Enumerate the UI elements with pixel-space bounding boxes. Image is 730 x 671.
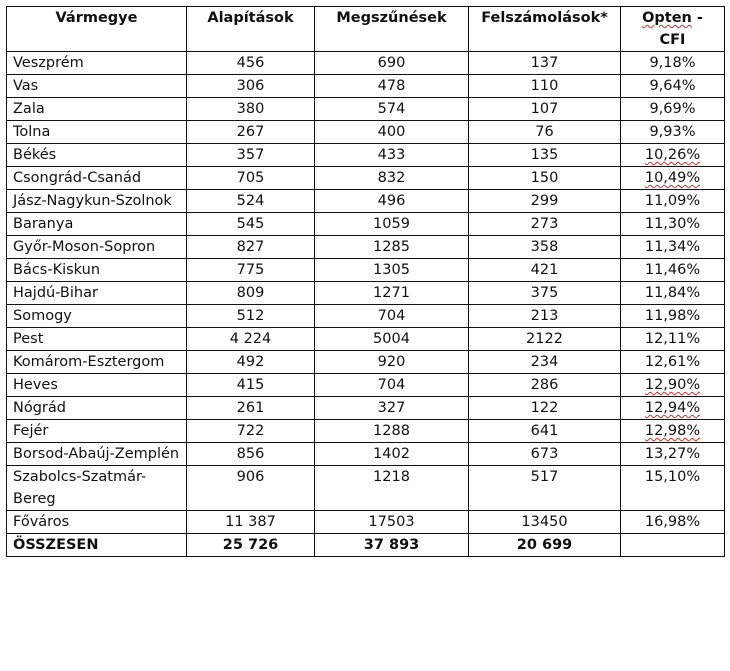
table-row	[7, 144, 725, 167]
total-foundings: 25 726	[187, 534, 315, 557]
liquidations-cell: 641	[469, 420, 621, 443]
liquidations-cell: 2122	[469, 328, 621, 351]
header-cfi-word: Opten	[642, 10, 692, 26]
cfi-value: 11,46%	[644, 262, 701, 278]
county-cell: Bács-Kiskun	[7, 259, 187, 282]
county-cell: Somogy	[7, 305, 187, 328]
closures-cell: 478	[315, 75, 469, 98]
header-cfi-rest: - CFI	[659, 10, 703, 48]
closures-cell: 704	[315, 374, 469, 397]
closures-cell: 1285	[315, 236, 469, 259]
cfi-cell	[621, 305, 725, 328]
closures-cell: 17503	[315, 511, 469, 534]
cfi-value: 15,10%	[644, 469, 701, 485]
liquidations-cell: 273	[469, 213, 621, 236]
liquidations-cell: 421	[469, 259, 621, 282]
county-cell: Hajdú-Bihar	[7, 282, 187, 305]
cfi-cell	[621, 75, 725, 98]
closures-cell: 690	[315, 52, 469, 75]
liquidations-cell: 375	[469, 282, 621, 305]
foundings-cell: 856	[187, 443, 315, 466]
foundings-cell: 705	[187, 167, 315, 190]
table-row	[7, 259, 725, 282]
cfi-cell	[621, 52, 725, 75]
foundings-cell: 261	[187, 397, 315, 420]
table-row	[7, 511, 725, 534]
total-cfi	[621, 534, 725, 557]
foundings-cell: 357	[187, 144, 315, 167]
cfi-value: 12,61%	[644, 354, 701, 370]
cfi-value: 9,69%	[649, 101, 696, 117]
closures-cell: 1059	[315, 213, 469, 236]
foundings-cell: 415	[187, 374, 315, 397]
county-cell: Tolna	[7, 121, 187, 144]
cfi-cell	[621, 213, 725, 236]
liquidations-cell: 286	[469, 374, 621, 397]
cfi-value: 11,34%	[644, 239, 701, 255]
cfi-value: 11,30%	[644, 216, 701, 232]
closures-cell: 832	[315, 167, 469, 190]
cfi-value: 10,26%	[644, 147, 701, 163]
closures-cell: 1402	[315, 443, 469, 466]
foundings-cell: 775	[187, 259, 315, 282]
closures-cell: 704	[315, 305, 469, 328]
liquidations-cell: 358	[469, 236, 621, 259]
foundings-cell: 512	[187, 305, 315, 328]
cfi-value: 12,98%	[644, 423, 701, 439]
closures-cell: 1305	[315, 259, 469, 282]
closures-cell: 574	[315, 98, 469, 121]
county-cell: Fejér	[7, 420, 187, 443]
county-cell: Baranya	[7, 213, 187, 236]
cfi-cell	[621, 190, 725, 213]
liquidations-cell: 517	[469, 466, 621, 511]
header-county: Vármegye	[7, 7, 187, 52]
liquidations-cell: 13450	[469, 511, 621, 534]
table-row	[7, 443, 725, 466]
total-row	[7, 534, 725, 557]
cfi-value: 11,09%	[644, 193, 701, 209]
cfi-value: 12,11%	[644, 331, 701, 347]
county-cell: Vas	[7, 75, 187, 98]
cfi-value: 12,90%	[644, 377, 701, 393]
foundings-cell: 906	[187, 466, 315, 511]
total-closures: 37 893	[315, 534, 469, 557]
cfi-cell	[621, 98, 725, 121]
table-row	[7, 167, 725, 190]
cfi-cell	[621, 420, 725, 443]
foundings-cell: 380	[187, 98, 315, 121]
closures-cell: 327	[315, 397, 469, 420]
county-cell: Szabolcs-Szatmár-Bereg	[7, 466, 187, 511]
cfi-cell	[621, 144, 725, 167]
cfi-value: 13,27%	[644, 446, 701, 462]
foundings-cell: 809	[187, 282, 315, 305]
liquidations-cell: 299	[469, 190, 621, 213]
liquidations-cell: 150	[469, 167, 621, 190]
cfi-value: 9,64%	[649, 78, 696, 94]
closures-cell: 496	[315, 190, 469, 213]
foundings-cell: 827	[187, 236, 315, 259]
cfi-cell	[621, 466, 725, 511]
county-cell: Nógrád	[7, 397, 187, 420]
closures-cell: 1218	[315, 466, 469, 511]
closures-cell: 433	[315, 144, 469, 167]
total-liquidations: 20 699	[469, 534, 621, 557]
closures-cell: 1271	[315, 282, 469, 305]
county-cell: Veszprém	[7, 52, 187, 75]
table-row	[7, 282, 725, 305]
county-cell: Jász-Nagykun-Szolnok	[7, 190, 187, 213]
table-row	[7, 374, 725, 397]
county-statistics-table	[6, 6, 725, 557]
foundings-cell: 524	[187, 190, 315, 213]
foundings-cell: 492	[187, 351, 315, 374]
county-cell: Heves	[7, 374, 187, 397]
closures-cell: 5004	[315, 328, 469, 351]
foundings-cell: 11 387	[187, 511, 315, 534]
cfi-cell	[621, 374, 725, 397]
closures-cell: 400	[315, 121, 469, 144]
table-row	[7, 121, 725, 144]
cfi-value: 12,94%	[644, 400, 701, 416]
liquidations-cell: 110	[469, 75, 621, 98]
table-row	[7, 190, 725, 213]
cfi-value: 11,84%	[644, 285, 701, 301]
foundings-cell: 722	[187, 420, 315, 443]
table-row	[7, 75, 725, 98]
liquidations-cell: 76	[469, 121, 621, 144]
closures-cell: 920	[315, 351, 469, 374]
total-label: ÖSSZESEN	[7, 534, 187, 557]
table-row	[7, 397, 725, 420]
liquidations-cell: 234	[469, 351, 621, 374]
cfi-cell	[621, 259, 725, 282]
liquidations-cell: 213	[469, 305, 621, 328]
foundings-cell: 4 224	[187, 328, 315, 351]
header-closures: Megszűnések	[315, 7, 469, 52]
liquidations-cell: 135	[469, 144, 621, 167]
header-cfi	[621, 7, 725, 52]
foundings-cell: 306	[187, 75, 315, 98]
table-row	[7, 236, 725, 259]
cfi-value: 10,49%	[644, 170, 701, 186]
cfi-cell	[621, 397, 725, 420]
table-row	[7, 466, 725, 511]
cfi-value: 9,93%	[649, 124, 696, 140]
foundings-cell: 267	[187, 121, 315, 144]
closures-cell: 1288	[315, 420, 469, 443]
table-row	[7, 52, 725, 75]
header-liquidations: Felszámolások*	[469, 7, 621, 52]
table-row	[7, 351, 725, 374]
cfi-cell	[621, 167, 725, 190]
cfi-cell	[621, 328, 725, 351]
county-cell: Borsod-Abaúj-Zemplén	[7, 443, 187, 466]
table-header-row	[7, 7, 725, 52]
county-cell: Főváros	[7, 511, 187, 534]
liquidations-cell: 107	[469, 98, 621, 121]
county-cell: Pest	[7, 328, 187, 351]
county-cell: Komárom-Esztergom	[7, 351, 187, 374]
foundings-cell: 545	[187, 213, 315, 236]
liquidations-cell: 122	[469, 397, 621, 420]
cfi-cell	[621, 282, 725, 305]
foundings-cell: 456	[187, 52, 315, 75]
county-cell: Zala	[7, 98, 187, 121]
table-row	[7, 328, 725, 351]
table-row	[7, 305, 725, 328]
county-cell: Győr-Moson-Sopron	[7, 236, 187, 259]
liquidations-cell: 673	[469, 443, 621, 466]
cfi-value: 16,98%	[644, 514, 701, 530]
cfi-cell	[621, 236, 725, 259]
cfi-cell	[621, 511, 725, 534]
cfi-cell	[621, 443, 725, 466]
county-cell: Békés	[7, 144, 187, 167]
county-cell: Csongrád-Csanád	[7, 167, 187, 190]
liquidations-cell: 137	[469, 52, 621, 75]
cfi-cell	[621, 351, 725, 374]
cfi-cell	[621, 121, 725, 144]
table-row	[7, 420, 725, 443]
cfi-value: 9,18%	[649, 55, 696, 71]
cfi-value: 11,98%	[644, 308, 701, 324]
table-row	[7, 213, 725, 236]
table-row	[7, 98, 725, 121]
header-foundings: Alapítások	[187, 7, 315, 52]
